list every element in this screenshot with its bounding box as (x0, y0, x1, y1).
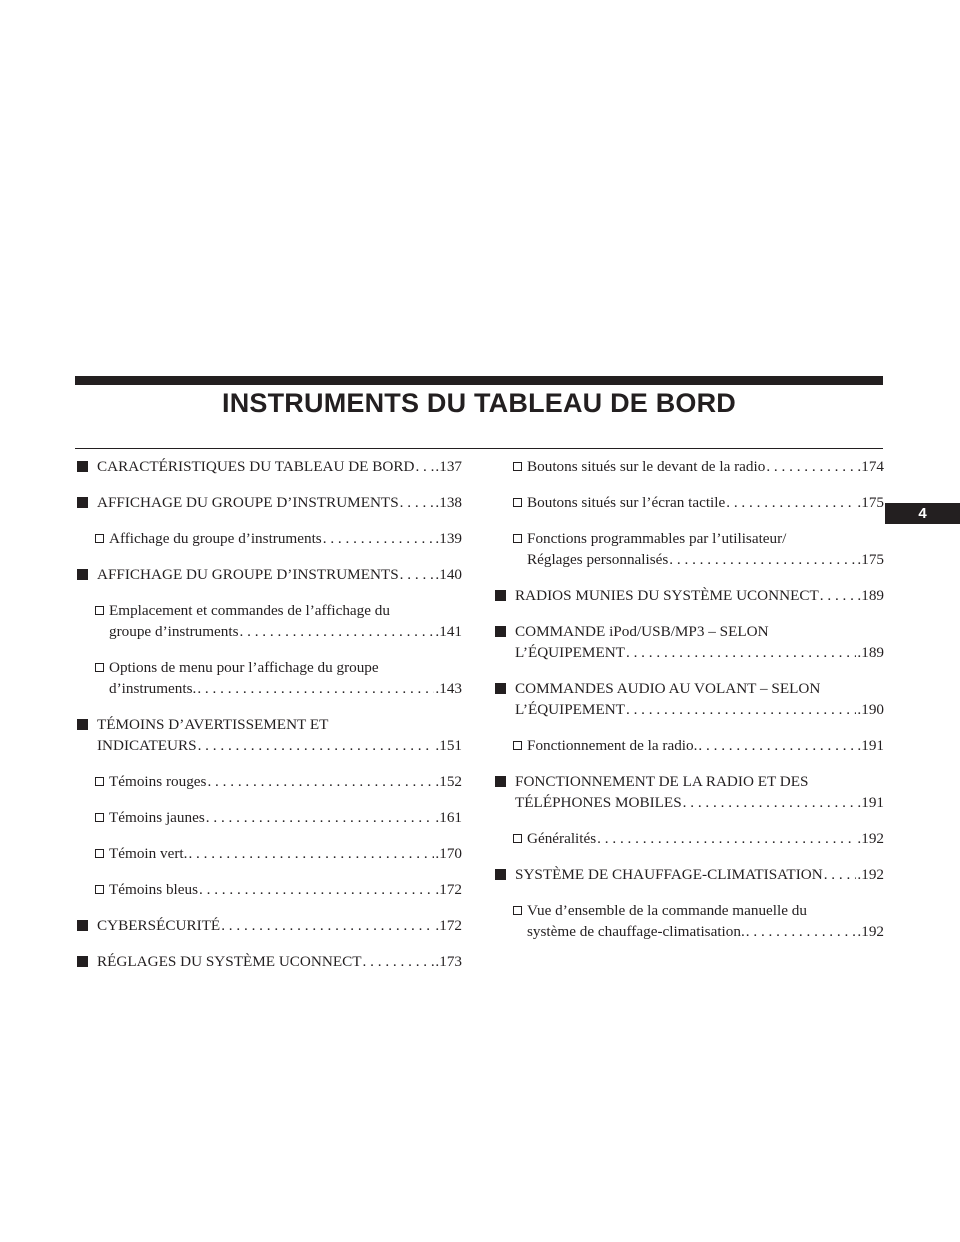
toc-page-number: .141 (435, 623, 462, 640)
toc-entry-title: Emplacement et commandes de l’affichage du (109, 602, 390, 619)
toc-entry-title: Réglages personnalisés (527, 551, 669, 568)
toc-page-number: .191 (857, 794, 884, 811)
toc-page-number: .151 (435, 737, 462, 754)
toc-page-number: .189 (857, 644, 884, 661)
toc-entry-title: COMMANDES AUDIO AU VOLANT – SELON (515, 680, 821, 697)
hollow-square-bullet-icon (95, 606, 104, 615)
toc-entry-title: AFFICHAGE DU GROUPE D’INSTRUMENTS (97, 566, 399, 583)
toc-entry[interactable] (494, 528, 884, 570)
toc-entry-title: SYSTÈME DE CHAUFFAGE-CLIMATISATION (515, 866, 823, 883)
toc-entry[interactable] (76, 771, 462, 792)
toc-entry-title: Témoins rouges (109, 773, 207, 790)
toc-entry-title: L’ÉQUIPEMENT (515, 701, 625, 718)
toc-page-number: .170 (435, 845, 462, 862)
toc-entry-title: TÉMOINS D’AVERTISSEMENT ET (97, 716, 329, 733)
toc-entry[interactable] (76, 714, 462, 756)
filled-square-bullet-icon (495, 626, 506, 637)
dot-leader (824, 864, 857, 885)
hollow-square-bullet-icon (95, 534, 104, 543)
toc-page-number: .140 (435, 566, 462, 583)
toc-page-number: .175 (857, 494, 884, 511)
toc-entry-title: groupe d’instruments (109, 623, 239, 640)
dot-leader (363, 951, 435, 972)
toc-page-number: .161 (435, 809, 462, 826)
chapter-top-rule (75, 376, 883, 385)
dot-leader (400, 564, 435, 585)
toc-page-number: .139 (435, 530, 462, 547)
dot-leader (188, 843, 434, 864)
filled-square-bullet-icon (495, 683, 506, 694)
toc-entry[interactable] (494, 900, 884, 942)
toc-column-right (494, 456, 884, 942)
chapter-number-tab: 4 (885, 503, 960, 524)
hollow-square-bullet-icon (513, 834, 522, 843)
dot-leader (240, 621, 435, 642)
dot-leader (669, 549, 856, 570)
toc-entry-title: Vue d’ensemble de la commande manuelle du (527, 902, 807, 919)
toc-entry[interactable] (76, 951, 462, 972)
toc-page-number: .190 (857, 701, 884, 718)
toc-column-left (76, 456, 462, 972)
hollow-square-bullet-icon (513, 534, 522, 543)
toc-entry[interactable] (76, 492, 462, 513)
toc-entry[interactable] (494, 492, 884, 513)
toc-page-number: .192 (857, 830, 884, 847)
toc-entry[interactable] (76, 843, 462, 864)
toc-page-number: .137 (435, 458, 462, 475)
dot-leader (626, 642, 856, 663)
filled-square-bullet-icon (495, 869, 506, 880)
hollow-square-bullet-icon (513, 741, 522, 750)
chapter-title: INSTRUMENTS DU TABLEAU DE BORD (222, 388, 736, 418)
hollow-square-bullet-icon (95, 777, 104, 786)
hollow-square-bullet-icon (95, 849, 104, 858)
toc-page-number: .152 (435, 773, 462, 790)
toc-entry-title: RADIOS MUNIES DU SYSTÈME UCONNECT (515, 587, 819, 604)
toc-entry[interactable] (494, 771, 884, 813)
dot-leader (415, 456, 434, 477)
filled-square-bullet-icon (77, 719, 88, 730)
toc-entry-title: INDICATEURS (97, 737, 197, 754)
dot-leader (199, 879, 434, 900)
toc-entry[interactable] (76, 657, 462, 699)
filled-square-bullet-icon (495, 776, 506, 787)
hollow-square-bullet-icon (513, 462, 522, 471)
toc-entry[interactable] (76, 807, 462, 828)
toc-entry[interactable] (76, 456, 462, 477)
toc-entry-title: Témoins bleus (109, 881, 199, 898)
hollow-square-bullet-icon (95, 813, 104, 822)
toc-page-number: .143 (435, 680, 462, 697)
toc-page-number: .172 (435, 917, 462, 934)
toc-entry-title: Généralités (527, 830, 597, 847)
dot-leader (683, 792, 857, 813)
filled-square-bullet-icon (77, 569, 88, 580)
dot-leader (820, 585, 857, 606)
toc-entry[interactable] (76, 600, 462, 642)
toc-entry[interactable] (494, 828, 884, 849)
dot-leader (597, 828, 856, 849)
toc-entry-title: Fonctionnement de la radio. (527, 737, 698, 754)
dot-leader (400, 492, 435, 513)
toc-entry-title: Témoin vert. (109, 845, 188, 862)
toc-entry-title: Témoins jaunes (109, 809, 205, 826)
toc-page-number: .175 (857, 551, 884, 568)
hollow-square-bullet-icon (95, 663, 104, 672)
hollow-square-bullet-icon (513, 906, 522, 915)
toc-entry[interactable] (76, 564, 462, 585)
dot-leader (746, 921, 857, 942)
toc-entry[interactable] (494, 621, 884, 663)
toc-entry-title: Affichage du groupe d’instruments (109, 530, 322, 547)
dot-leader (206, 807, 435, 828)
toc-entry-title: Options de menu pour l’affichage du groupe (109, 659, 379, 676)
dot-leader (221, 915, 434, 936)
toc-page-number: .172 (435, 881, 462, 898)
toc-entry-title: système de chauffage-climatisation. (527, 923, 745, 940)
dot-leader (726, 492, 856, 513)
hollow-square-bullet-icon (513, 498, 522, 507)
dot-leader (766, 456, 856, 477)
filled-square-bullet-icon (77, 956, 88, 967)
dot-leader (323, 528, 435, 549)
dot-leader (626, 699, 856, 720)
toc-page-number: .192 (857, 866, 884, 883)
toc-page-number: .174 (857, 458, 884, 475)
toc-entry-title: L’ÉQUIPEMENT (515, 644, 625, 661)
toc-entry-title: d’instruments. (109, 680, 197, 697)
toc-entry-title: TÉLÉPHONES MOBILES (515, 794, 682, 811)
toc-entry-title: Boutons situés sur l’écran tactile (527, 494, 726, 511)
toc-entry[interactable] (76, 915, 462, 936)
toc-page-number: .138 (435, 494, 462, 511)
toc-entry-title: RÉGLAGES DU SYSTÈME UCONNECT (97, 953, 362, 970)
toc-entry-title: AFFICHAGE DU GROUPE D’INSTRUMENTS (97, 494, 399, 511)
chapter-title-underline (75, 448, 883, 449)
hollow-square-bullet-icon (95, 885, 104, 894)
dot-leader (207, 771, 434, 792)
filled-square-bullet-icon (77, 461, 88, 472)
toc-entry[interactable] (494, 456, 884, 477)
toc-page-number: .191 (857, 737, 884, 754)
toc-page-number: .173 (435, 953, 462, 970)
dot-leader (198, 735, 435, 756)
toc-page-number: .189 (857, 587, 884, 604)
filled-square-bullet-icon (77, 920, 88, 931)
toc-entry[interactable] (76, 528, 462, 549)
toc-entry[interactable] (494, 678, 884, 720)
toc-entry-title: FONCTIONNEMENT DE LA RADIO ET DES (515, 773, 809, 790)
toc-entry-title: Fonctions programmables par l’utilisateur/ (527, 530, 787, 547)
toc-page-number: .192 (857, 923, 884, 940)
toc-entry[interactable] (494, 585, 884, 606)
dot-leader (197, 678, 434, 699)
toc-entry-title: CYBERSÉCURITÉ (97, 917, 221, 934)
toc-entry[interactable] (494, 864, 884, 885)
toc-entry-title: Boutons situés sur le devant de la radio (527, 458, 766, 475)
dot-leader (698, 735, 856, 756)
filled-square-bullet-icon (495, 590, 506, 601)
filled-square-bullet-icon (77, 497, 88, 508)
toc-entry[interactable] (76, 879, 462, 900)
toc-entry-title: COMMANDE iPod/USB/MP3 – SELON (515, 623, 769, 640)
toc-entry-title: CARACTÉRISTIQUES DU TABLEAU DE BORD (97, 458, 415, 475)
toc-entry[interactable] (494, 735, 884, 756)
